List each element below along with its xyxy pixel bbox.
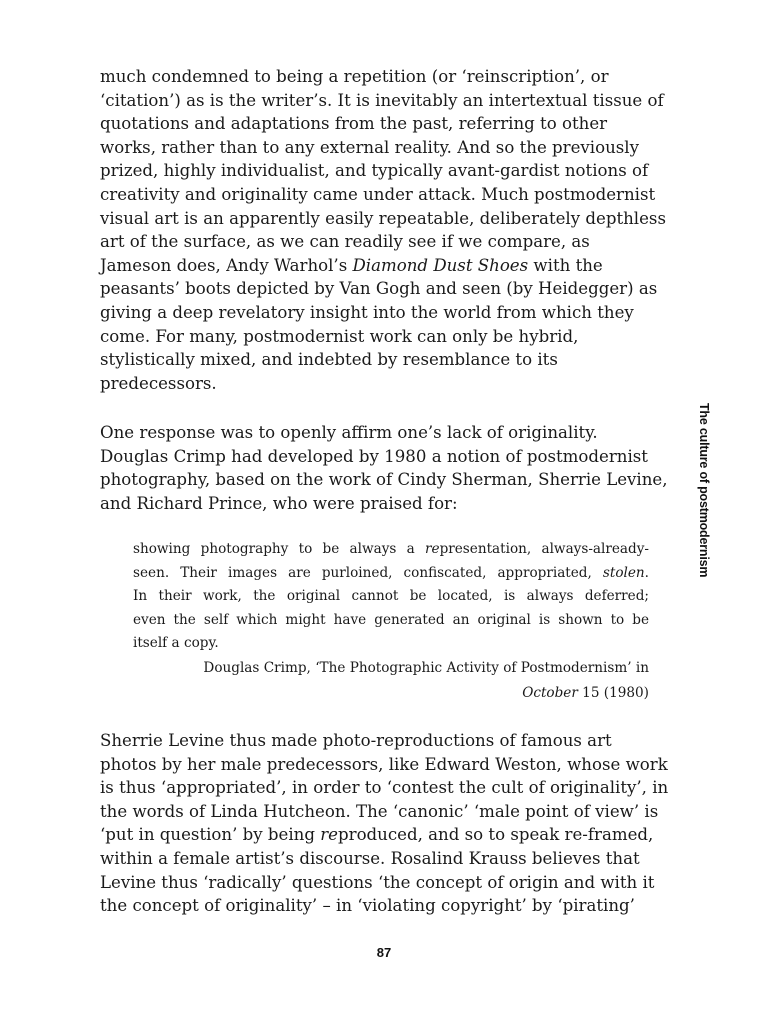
text-line: Douglas Crimp had developed by 1980 a notion of postmodernist [100,446,648,466]
text-line: works, rather than to any external reality. And so the previously [100,137,639,157]
emphasis: stolen [602,564,645,581]
text-run: ‘put in question’ by being [100,825,321,845]
text-line: predecessors. [100,373,217,393]
text-line: giving a deep revelatory insight into the world from which they [100,302,634,322]
journal-title: October [522,685,578,701]
text-run: seen. Their images are purloined, confiscated, appropriated, [133,564,603,581]
quote-line [133,538,649,562]
attribution-line [133,681,649,706]
quote-line: itself a copy. [133,635,219,652]
text-line: visual art is an apparently easily repeatable, deliberately depthless [100,208,666,228]
text-line: stylistically mixed, and indebted by resemblance to its [100,350,558,370]
text-line: quotations and adaptations from the past, referring to other [100,114,608,134]
text-line: and Richard Prince, who were praised for: [100,493,458,513]
text-line: One response was to openly affirm one’s lack of originality. [100,423,598,442]
text-line [100,823,690,847]
attribution-line: Douglas Crimp, ‘The Photographic Activity of Postmodernism’ in [203,660,649,676]
text-line: photos by her male predecessors, like Edward Weston, whose work [100,754,668,774]
block-quote [133,538,649,656]
quote-line [133,562,649,586]
text-line: photography, based on the work of Cindy Sherman, Sherrie Levine, [100,470,668,490]
artwork-title: Diamond Dust Shoes [352,255,529,275]
paragraph-1 [100,65,690,395]
text-line: prized, highly individualist, and typically avant-gardist notions of [100,161,649,181]
quote-line: In their work, the original cannot be located, is always deferred; [133,588,649,605]
text-run: Jameson does, Andy Warhol’s [100,255,353,275]
paragraph-2 [100,421,690,515]
text-line: much condemned to being a repetition (or ‘reinscription’, or [100,67,609,86]
emphasis: re [425,541,440,557]
quote-attribution [133,656,649,706]
paragraph-3 [100,729,690,918]
text-run: . [644,564,649,581]
text-line: art of the surface, as we can readily see if we compare, as [100,232,590,252]
text-line: within a female artist’s discourse. Rosalind Krauss believes that [100,848,640,868]
text-line: ‘citation’) as is the writer’s. It is inevitably an intertextual tissue of [100,90,664,110]
text-line: the concept of originality’ – in ‘violating copyright’ by ‘pirating’ [100,896,635,916]
emphasis: re [320,825,339,845]
text-run: produced, and so to speak re-framed, [338,825,654,845]
text-line: come. For many, postmodernist work can only be hybrid, [100,326,579,346]
text-line: the words of Linda Hutcheon. The ‘canonic’ ‘male point of view’ is [100,801,659,821]
page-number: 87 [376,945,392,960]
text-run: 15 (1980) [577,685,649,701]
text-line: Sherrie Levine thus made photo-reproductions of famous art [100,731,612,750]
text-line [100,254,690,278]
running-head: The culture of postmodernism [697,403,711,578]
text-line: Levine thus ‘radically’ questions ‘the concept of origin and with it [100,872,655,892]
text-line: peasants’ boots depicted by Van Gogh and seen (by Heidegger) as [100,279,658,299]
text-run: presentation, always-already- [439,541,649,557]
quote-line: even the self which might have generated an original is shown to be [133,611,649,628]
text-run: showing photography to be always a [133,541,426,557]
text-line: is thus ‘appropriated’, in order to ‘contest the cult of originality’, in [100,778,669,798]
text-line: creativity and originality came under attack. Much postmodernist [100,184,656,204]
text-run: with the [528,255,603,275]
